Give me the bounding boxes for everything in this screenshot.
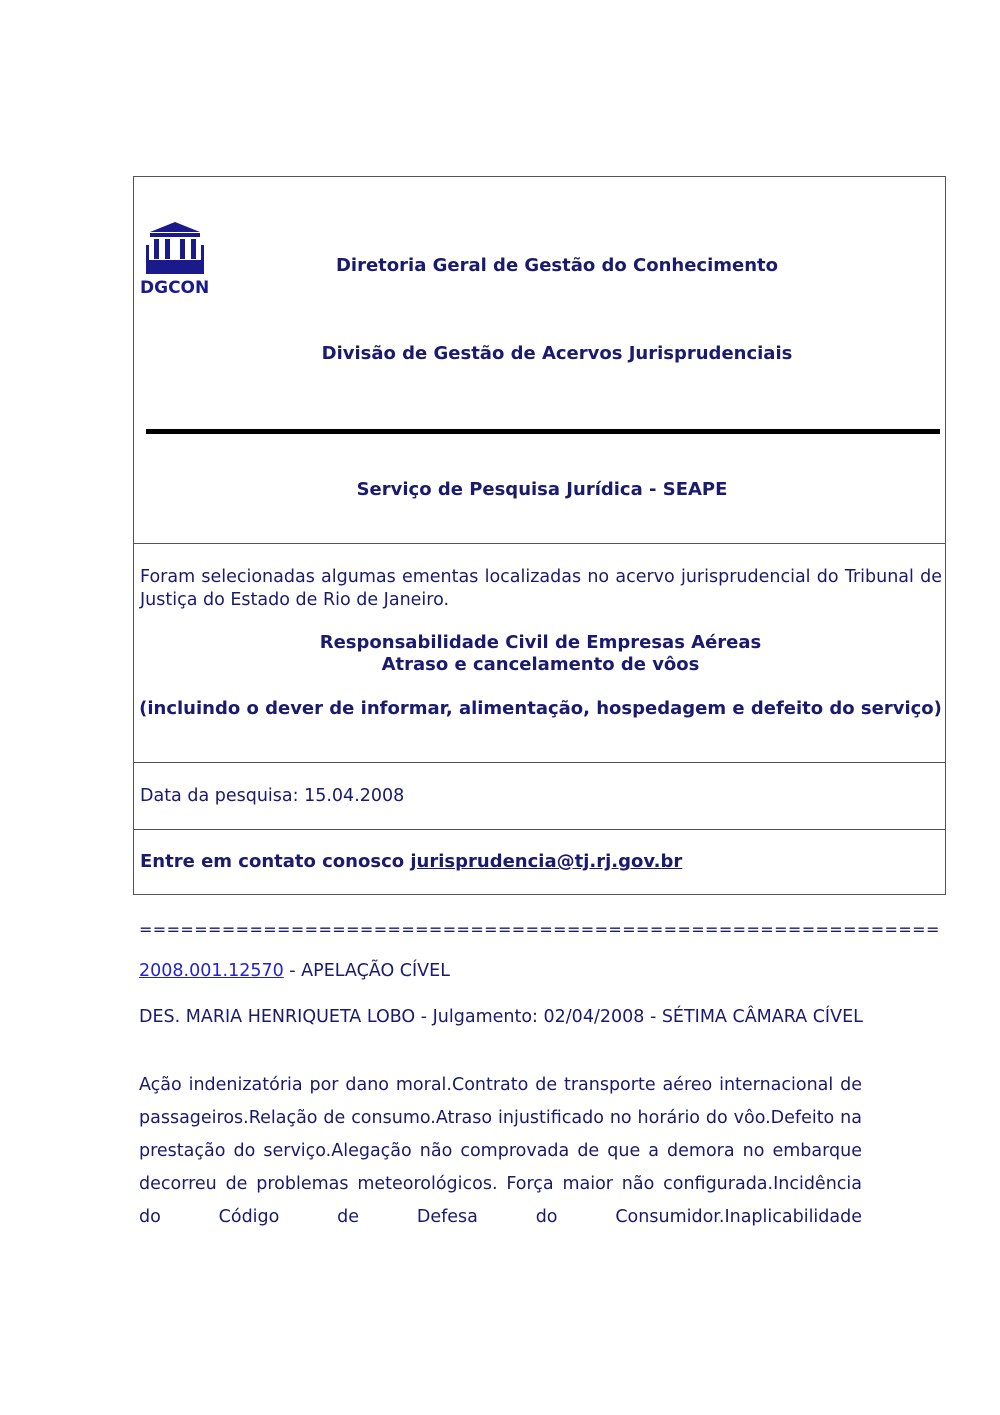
case-type: - APELAÇÃO CÍVEL — [283, 961, 450, 981]
separator: ========================================================== — [139, 920, 940, 939]
intro-text: Foram selecionadas algumas ementas localizadas no acervo jurisprudencial do Tribunal de Justiça do Estado de Rio de Janeiro. — [140, 567, 942, 610]
service-title: Serviço de Pesquisa Jurídica - SEAPE — [356, 479, 728, 500]
case-header — [139, 961, 450, 981]
search-date: Data da pesquisa: 15.04.2008 — [140, 786, 405, 806]
contact-email-link[interactable]: jurisprudencia@tj.rj.gov.br — [410, 851, 683, 872]
topic-subtitle: Atraso e cancelamento de vôos — [381, 654, 700, 675]
division-title: Divisão de Gestão de Acervos Jurisprudenciais — [321, 343, 793, 364]
header-table — [133, 176, 946, 895]
topic-title: Responsabilidade Civil de Empresas Aéreas — [319, 632, 762, 653]
divider — [146, 429, 940, 434]
ementa-text: Ação indenizatória por dano moral.Contrato de transporte aéreo internacional de passageiros.Relação de consumo.Atraso injustificado no horário do vôo.Defeito na prestação do serviço.Alegação não comprovada de que a demora no embarque decorreu de problemas meteorológicos. Força maior não configurada.Incidência do Código de Defesa do Consumidor.Inaplicabilidade — [139, 1075, 862, 1227]
judge-line: DES. MARIA HENRIQUETA LOBO - Julgamento: 02/04/2008 - SÉTIMA CÂMARA CÍVEL — [139, 1007, 863, 1027]
contact-cell — [134, 830, 945, 896]
header-cell — [134, 177, 945, 544]
directorate-title: Diretoria Geral de Gestão do Conhecimento — [335, 255, 779, 276]
contact-line — [140, 851, 682, 872]
date-cell — [134, 763, 945, 830]
logo-label: DGCON — [140, 278, 210, 298]
topic-scope: (incluindo o dever de informar, alimentação, hospedagem e defeito do serviço) — [139, 698, 942, 719]
intro-cell — [134, 544, 945, 763]
courthouse-icon — [146, 220, 204, 274]
case-number-link[interactable]: 2008.001.12570 — [139, 961, 284, 981]
contact-label: Entre em contato conosco — [140, 851, 405, 872]
